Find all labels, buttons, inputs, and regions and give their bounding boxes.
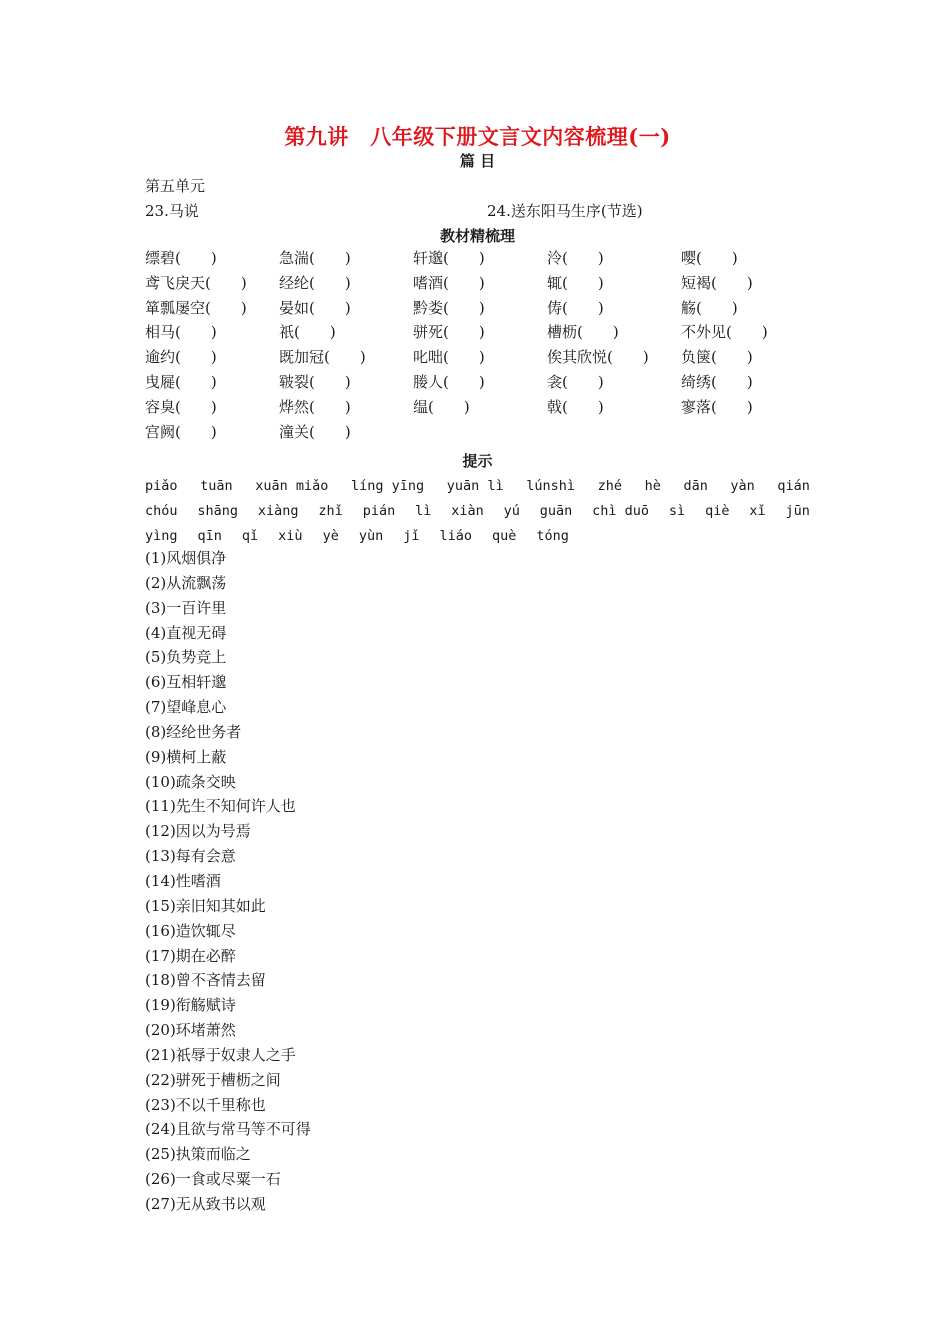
vocab-item: 相马( ) (145, 323, 217, 342)
vocab-item: 叱咄( ) (413, 348, 485, 367)
section-heading-jiaocai: 教材精梳理 (439, 227, 515, 245)
pinyin-item: tóng (536, 528, 569, 544)
vocab-item: 俟其欣悦( ) (547, 348, 649, 367)
sentence-item: (1)风烟俱净 (145, 549, 227, 567)
section-heading-tishi: 提示 (462, 452, 493, 470)
sentence-item: (26)一食或尽粟一石 (145, 1170, 281, 1189)
pinyin-item: què (492, 528, 517, 544)
vocab-row (145, 248, 810, 273)
vocab-item: 觞( ) (681, 298, 738, 317)
pinyin-item: yú (503, 503, 520, 519)
pinyin-item: lì (415, 503, 432, 519)
pinyin-item: chì duō (592, 503, 650, 519)
sentence-item: (25)执策而临之 (145, 1145, 251, 1164)
pinyin-item: liáo (439, 528, 472, 544)
pinyin-item: pián (362, 503, 396, 519)
pinyin-row (145, 501, 810, 526)
pinyin-item: zhé (597, 478, 622, 494)
vocab-item: 嘤( ) (681, 249, 738, 267)
sentence-item: (12)因以为号焉 (145, 822, 251, 841)
vocab-item: 负箧( ) (681, 348, 753, 367)
pinyin-item: xiàng (257, 503, 299, 519)
vocab-row (145, 273, 810, 298)
sentence-item: (11)先生不知何许人也 (145, 797, 296, 816)
vocab-item: 俦( ) (547, 298, 604, 317)
vocab-item: 缊( ) (413, 397, 470, 416)
vocab-item: 皲裂( ) (279, 372, 351, 391)
sentence-item: (20)环堵萧然 (145, 1021, 236, 1040)
pinyin-item: jǐ (403, 528, 420, 544)
sentence-item: (13)每有会意 (145, 847, 236, 866)
sentence-list (145, 548, 311, 1219)
vocab-item: 容臭( ) (145, 397, 217, 416)
vocab-row (145, 347, 810, 372)
lesson-item: 23.马说 (145, 202, 199, 220)
vocab-item: 骈死( ) (413, 323, 485, 342)
sentence-item: (7)望峰息心 (145, 698, 227, 717)
pinyin-item: xǐ (749, 503, 766, 519)
vocab-item: 嗜酒( ) (413, 273, 485, 292)
vocab-item: 衾( ) (547, 372, 604, 391)
sentence-item: (8)经纶世务者 (145, 722, 242, 741)
sentence-item: (15)亲旧知其如此 (145, 896, 266, 915)
vocab-item: 经纶( ) (279, 273, 351, 292)
vocab-item: 轩邈( ) (413, 249, 485, 267)
vocab-item: 逾约( ) (145, 348, 217, 367)
vocab-item: 鸢飞戾天( ) (145, 273, 247, 292)
sentence-item: (22)骈死于槽枥之间 (145, 1070, 281, 1089)
pinyin-row (145, 476, 810, 501)
pinyin-item: yàn (730, 478, 755, 494)
pinyin-item: piǎo (145, 478, 178, 494)
pinyin-item: qián (777, 478, 810, 494)
pinyin-item: zhǐ (318, 503, 343, 519)
vocab-row (145, 422, 810, 447)
vocab-grid (145, 248, 810, 446)
sentence-item: (21)祇辱于奴隶人之手 (145, 1045, 296, 1064)
pinyin-item: tuān (200, 478, 233, 494)
pinyin-item: qǐ (241, 528, 259, 544)
vocab-item: 烨然( ) (279, 397, 351, 416)
sentence-item: (18)曾不吝情去留 (145, 971, 266, 990)
vocab-item: 潼关( ) (279, 422, 351, 441)
pinyin-item: shāng (197, 503, 239, 519)
sentence-item: (17)期在必醉 (145, 946, 236, 965)
pinyin-item: sì (668, 503, 686, 519)
vocab-item: 戟( ) (547, 397, 604, 416)
pinyin-item: yè (322, 528, 339, 544)
vocab-item: 绮绣( ) (681, 372, 753, 391)
vocab-row (145, 397, 810, 422)
lesson-item: 24.送东阳马生序(节选) (487, 202, 643, 220)
sentence-item: (14)性嗜酒 (145, 871, 221, 890)
sentence-item: (16)造饮辄尽 (145, 921, 236, 940)
vocab-item: 辄( ) (547, 273, 604, 292)
pinyin-item: qīn (197, 528, 222, 544)
vocab-item: 槽枥( ) (547, 323, 619, 342)
vocab-item: 曳屣( ) (145, 372, 217, 391)
vocab-item: 泠( ) (547, 249, 604, 267)
pinyin-item: qiè (705, 503, 730, 519)
sentence-item: (6)互相轩邈 (145, 673, 227, 692)
pinyin-item: yùn (358, 528, 384, 544)
pinyin-hints (145, 476, 810, 551)
page-title: 第九讲 八年级下册文言文内容梳理(一) (284, 124, 671, 149)
pinyin-item: guān (539, 503, 573, 519)
pinyin-item: lúnshì (526, 478, 575, 494)
sentence-item: (27)无从致书以观 (145, 1194, 266, 1213)
vocab-row (145, 322, 810, 347)
sentence-item: (23)不以千里称也 (145, 1095, 266, 1114)
pinyin-item: xiàn (451, 503, 484, 519)
vocab-item: 短褐( ) (681, 273, 753, 292)
vocab-item: 不外见( ) (681, 323, 768, 342)
vocab-item: 既加冠( ) (279, 348, 366, 367)
pinyin-item: hè (644, 478, 661, 494)
sentence-item: (10)疏条交映 (145, 772, 236, 791)
vocab-item: 祇( ) (279, 323, 336, 342)
sentence-item: (4)直视无碍 (145, 623, 227, 642)
vocab-item: 黔娄( ) (413, 298, 485, 317)
pinyin-item: xuān miǎo (255, 478, 329, 494)
vocab-item: 晏如( ) (279, 298, 351, 317)
sentence-item: (2)从流飘荡 (145, 573, 227, 592)
vocab-item: 媵人( ) (413, 372, 485, 391)
vocab-row (145, 372, 810, 397)
pinyin-item: dān (683, 478, 708, 494)
pinyin-item: chóu (145, 503, 178, 519)
vocab-item: 缥碧( ) (145, 249, 217, 267)
pinyin-item: yìng (145, 528, 178, 544)
sentence-item: (5)负势竞上 (145, 648, 227, 667)
vocab-item: 宫阙( ) (145, 422, 217, 441)
pinyin-item: jūn (785, 503, 810, 519)
vocab-item: 急湍( ) (279, 249, 351, 267)
sentence-item: (9)横柯上蔽 (145, 747, 227, 766)
sentence-item: (24)且欲与常马等不可得 (145, 1120, 311, 1139)
unit-label: 第五单元 (145, 177, 206, 195)
sentence-item: (19)衔觞赋诗 (145, 996, 236, 1015)
pinyin-item: xiù (278, 528, 303, 544)
vocab-item: 寥落( ) (681, 397, 753, 416)
pinyin-item: yuān lì (446, 478, 504, 494)
pinyin-item: líng yīng (350, 478, 425, 494)
vocab-item: 箪瓢屡空( ) (145, 298, 247, 317)
section-heading-pianmu: 篇 目 (459, 152, 496, 170)
sentence-item: (3)一百许里 (145, 598, 227, 617)
vocab-row (145, 298, 810, 323)
